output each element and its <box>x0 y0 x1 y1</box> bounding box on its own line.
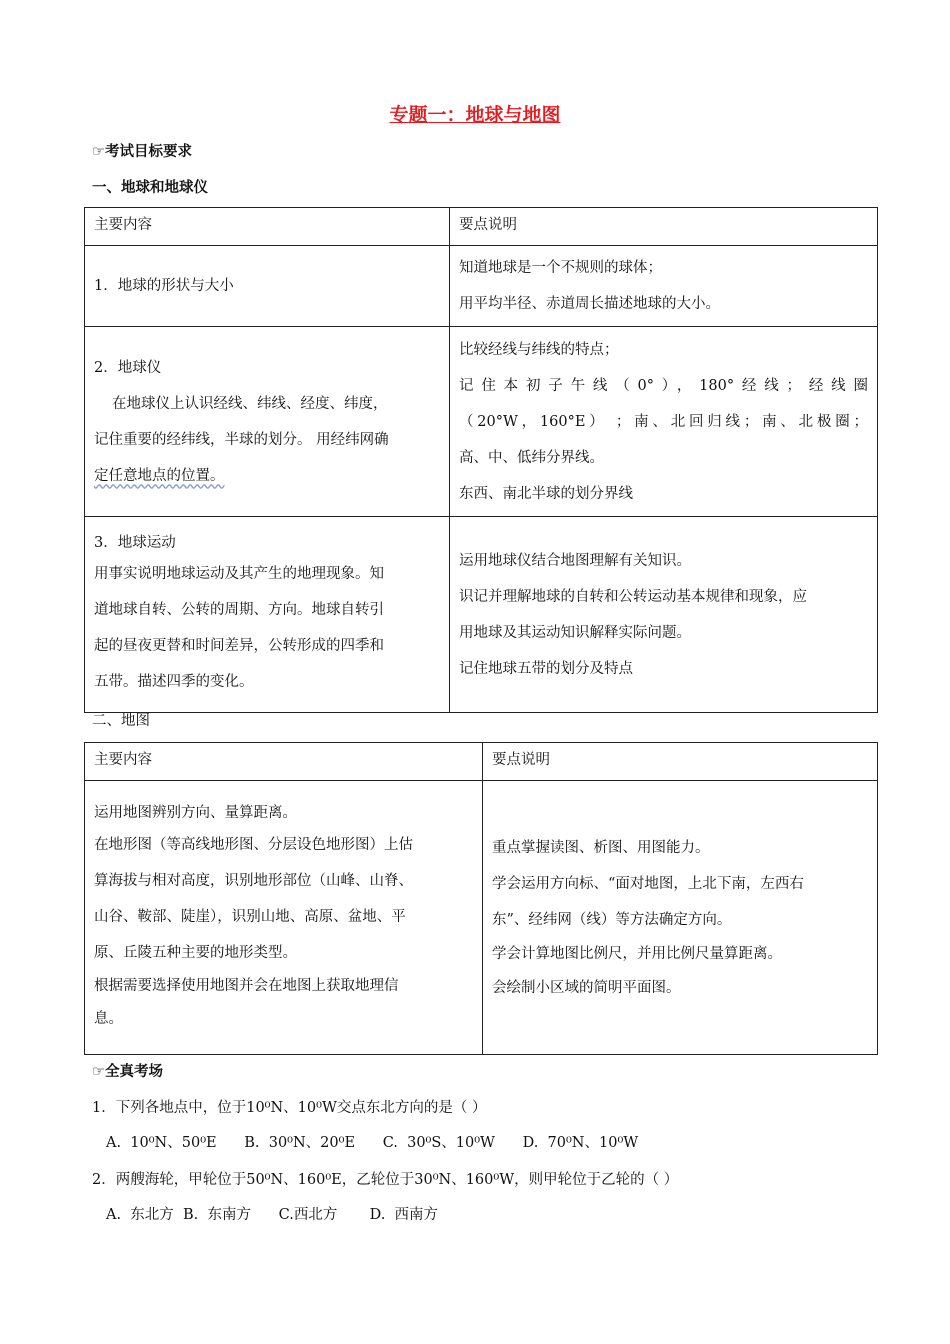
notes-line: 识记并理解地球的自转和公转运动基本规律和现象，应 <box>459 588 807 605</box>
notes-line: 知道地球是一个不规则的球体； <box>459 260 662 276</box>
map-notes <box>483 781 878 1055</box>
content-line: 道地球自转、公转的周期、方向。地球自转引 <box>94 601 384 618</box>
content-line: 在地球仪上认识经线、纬线、经度、纬度， <box>112 395 388 412</box>
row1-content <box>85 246 450 327</box>
content-line: 算海拔与相对高度，识别地形部位（山峰、山脊、 <box>94 872 413 889</box>
notes-line: （20°W，160°E） ；南、北回归线；南、北极圈； <box>459 413 868 430</box>
map-content <box>85 781 483 1055</box>
col-header-notes: 要点说明 <box>450 208 878 246</box>
notes-line: 记住地球五带的划分及特点 <box>459 660 633 677</box>
question-1-options: A. 10⁰N、50⁰E B. 30⁰N、20⁰E C. 30⁰S、10⁰W D. 70⁰N、10⁰W <box>106 1135 639 1151</box>
content-line: 1．地球的形状与大小 <box>94 278 234 294</box>
notes-line: 东”、经纬网（线）等方法确定方向。 <box>492 911 732 928</box>
content-line: 在地形图（等高线地形图、分层设色地形图）上估 <box>94 836 413 853</box>
col-header-content: 主要内容 <box>85 208 450 246</box>
question-2-options: A. 东北方 B. 东南方 C.西北方 D. 西南方 <box>106 1207 439 1223</box>
col-header-content: 主要内容 <box>85 743 483 781</box>
question-2: 2．两艘海轮，甲轮位于50⁰N、160⁰E，乙轮位于30⁰N、160⁰W，则甲轮位于乙轮的（ ） <box>92 1172 679 1188</box>
content-line: 原、丘陵五种主要的地形类型。 <box>94 944 297 961</box>
notes-line: 用平均半径、赤道周长描述地球的大小。 <box>459 296 720 312</box>
notes-line: 重点掌握读图、析图、用图能力。 <box>492 839 710 856</box>
content-line: 五带。描述四季的变化。 <box>94 673 254 690</box>
content-line: 运用地图辨别方向、量算距离。 <box>94 804 297 821</box>
col-header-notes: 要点说明 <box>483 743 878 781</box>
row2-notes <box>450 327 878 517</box>
row3-content <box>85 517 450 713</box>
notes-line: 比较经线与纬线的特点； <box>459 341 619 358</box>
content-line: 2．地球仪 <box>94 359 162 376</box>
content-line: 起的昼夜更替和时间差异，公转形成的四季和 <box>94 637 384 654</box>
notes-line: 学会运用方向标、“面对地图，上北下南，左西右 <box>492 875 804 892</box>
content-line: 3．地球运动 <box>94 534 176 551</box>
content-line: 根据需要选择使用地图并会在地图上获取地理信 <box>94 977 399 994</box>
notes-line: 东西、南北半球的划分界线 <box>459 485 633 502</box>
notes-line: 用地球及其运动知识解释实际问题。 <box>459 624 691 641</box>
notes-line: 记住本初子午线（0°），180°经线；经线圈 <box>459 377 868 394</box>
earth-globe-table <box>84 207 878 713</box>
row2-content <box>85 327 450 517</box>
content-line: 记住重要的经纬线，半球的划分。 用经纬网确 <box>94 431 389 448</box>
section1-heading: 一、地球和地球仪 <box>92 180 208 196</box>
notes-line: 会绘制小区域的简明平面图。 <box>492 979 681 996</box>
notes-line: 学会计算地图比例尺，并用比例尺量算距离。 <box>492 945 782 962</box>
row1-notes <box>450 246 878 327</box>
notes-line: 运用地球仪结合地图理解有关知识。 <box>459 552 691 569</box>
row3-notes <box>450 517 878 713</box>
notes-line: 高、中、低纬分界线。 <box>459 449 604 466</box>
content-line: 用事实说明地球运动及其产生的地理现象。知 <box>94 565 384 582</box>
content-line: 定任意地点的位置。 <box>94 467 225 484</box>
exam-goals-heading: ☞考试目标要求 <box>92 144 192 160</box>
map-table <box>84 742 878 1055</box>
exam-heading: ☞全真考场 <box>92 1064 163 1080</box>
content-line: 山谷、鞍部、陡崖），识别山地、高原、盆地、平 <box>94 908 406 925</box>
content-line: 息。 <box>94 1010 123 1027</box>
section2-heading: 二、地图 <box>92 713 150 729</box>
question-1: 1．下列各地点中，位于10⁰N、10⁰W交点东北方向的是（ ） <box>92 1100 487 1116</box>
page-title: 专题一：地球与地图 <box>389 104 561 126</box>
